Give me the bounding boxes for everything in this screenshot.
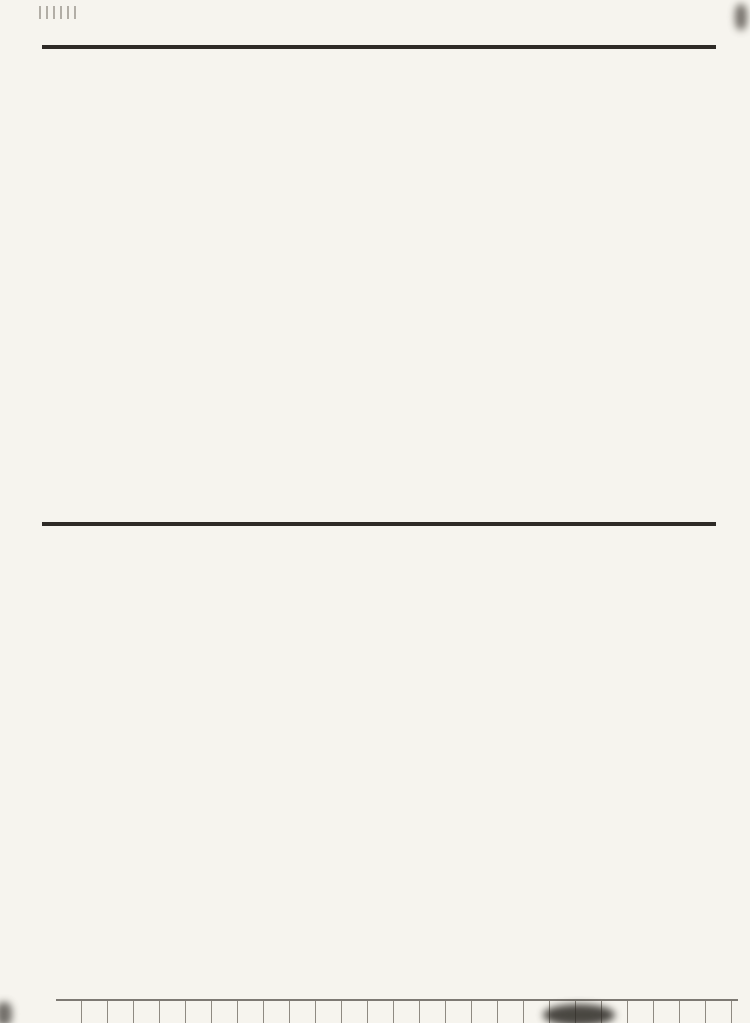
scan-edge-smudge bbox=[735, 4, 747, 30]
next-table-partial-grid bbox=[56, 999, 738, 1023]
scan-edge-smudge bbox=[0, 1002, 12, 1023]
roster-table-bottom bbox=[42, 522, 716, 526]
pencil-mark-artifact bbox=[34, 6, 78, 19]
ink-smudge bbox=[543, 1004, 615, 1023]
roster-table-top bbox=[42, 45, 716, 49]
